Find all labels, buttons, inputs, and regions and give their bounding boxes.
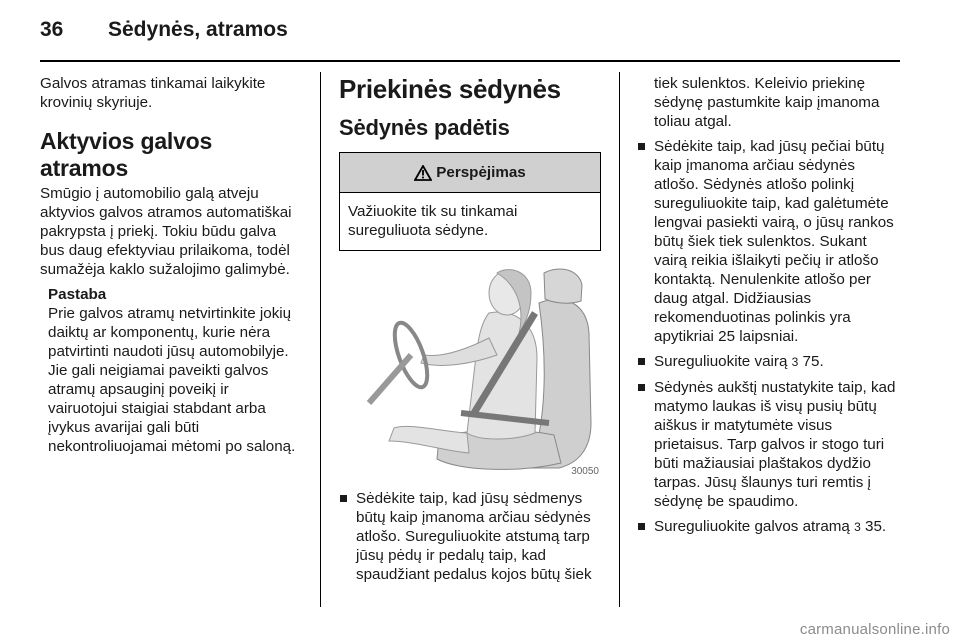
seat-position-illustration — [339, 263, 601, 481]
column-divider-1 — [320, 72, 321, 607]
driver-seat-drawing — [339, 263, 601, 481]
bullet-square-icon — [340, 495, 347, 502]
subheading-seat-position: Sėdynės padėtis — [339, 115, 510, 140]
seat-instructions-list-cont — [637, 137, 903, 537]
watermark: carmanualsonline.info — [799, 621, 950, 638]
page-number: 36 — [40, 18, 64, 41]
warning-body: Važiuokite tik su tinkamai sureguliuota sėdyne. — [348, 203, 518, 239]
illustration-code: 30050 — [571, 466, 599, 477]
warning-triangle-icon — [414, 165, 432, 181]
column-middle — [339, 74, 601, 590]
section-body: Smūgio į automobilio galą atveju aktyvios galvos atramos automatiškai pakrypsta į priekį. Tokiu būdu galva bus daug efektyviau prilaikoma, todėl sumažėja kaklo sužalojimo galimybė. — [40, 185, 292, 278]
section-title-active-headrests: Aktyvios galvos atramos — [40, 128, 213, 181]
column-left — [40, 74, 302, 456]
list-item-continuation: tiek sulenktos. Keleivio priekinę sėdynę pastumkite kaip įmanoma toliau atgal. — [654, 75, 880, 130]
column-right — [637, 74, 903, 543]
page-title: Sėdynės, atramos — [108, 18, 288, 41]
list-item-text: Sėdynės aukštį nustatykite taip, kad matymo laukas iš visų pusių būtų aiškus ir matytumėte visus prietaisus. Tarp galvos ir stogo turi būti mažiausiai plaštakos dydžio tarpas. Jūsų šlaunys turi remtis į sėdynę be spaudimo. — [654, 379, 896, 510]
intro-paragraph: Galvos atramas tinkamai laikykite krovinių skyriuje. — [40, 75, 266, 111]
note-box — [48, 285, 302, 456]
page-ref-arrow-icon: 3 — [854, 520, 861, 534]
page-ref-link[interactable]: 75. — [802, 353, 824, 370]
page-header — [40, 18, 288, 48]
warning-title: Perspėjimas — [436, 164, 526, 181]
list-item — [637, 378, 903, 511]
list-item — [637, 517, 903, 537]
list-item-text: Sureguliuokite vairą — [654, 353, 788, 370]
list-item-text: Sėdėkite taip, kad jūsų sėdmenys būtų kaip įmanoma arčiau sėdynės atlošo. Sureguliuokite atstumą tarp jūsų pėdų ir pedalų taip, kad spaudžiant pedalus kojos būtų šiek — [356, 490, 592, 583]
header-divider — [40, 60, 900, 62]
note-body: Prie galvos atramų netvirtinkite jokių daiktų ar komponentų, kurie nėra patvirtinti naudoti jūsų automobilyje. Jie gali neigiamai paveikti galvos atramų apsauginį poveikį ir vairuotojui staigiai stabdant arba įvykus avarijai gali būti nekontroliuojamai mėtomi po saloną. — [48, 305, 296, 455]
page-ref-link[interactable]: 35. — [865, 518, 887, 535]
list-item — [637, 137, 903, 346]
warning-header — [340, 153, 600, 193]
page-ref-arrow-icon: 3 — [791, 355, 799, 369]
note-title: Pastaba — [48, 286, 107, 303]
bullet-square-icon — [638, 384, 645, 391]
seat-instructions-list — [339, 489, 601, 584]
bullet-square-icon — [638, 143, 645, 150]
heading-front-seats: Priekinės sėdynės — [339, 74, 561, 104]
warning-box — [339, 152, 601, 251]
list-item — [339, 489, 601, 584]
list-item-text: Sureguliuokite galvos atramą — [654, 518, 850, 535]
list-item-text: Sėdėkite taip, kad jūsų pečiai būtų kaip įmanoma arčiau sėdynės atlošo. Sėdynės atlošo polinkį sureguliuokite taip, kad galėtumėte lengvai pasiekti vairą, o jūsų rankos būtų šiek tiek sulenktos. Sukant vairą reikia išlaikyti pečių ir atlošo kontaktą. Nenulenkite atlošo per daug atgal. Didžiausias rekomenduotinas polinkis yra apytikriai 25 laipsniai. — [654, 138, 894, 345]
list-item — [637, 352, 903, 372]
bullet-square-icon — [638, 523, 645, 530]
bullet-square-icon — [638, 358, 645, 365]
column-divider-2 — [619, 72, 620, 607]
